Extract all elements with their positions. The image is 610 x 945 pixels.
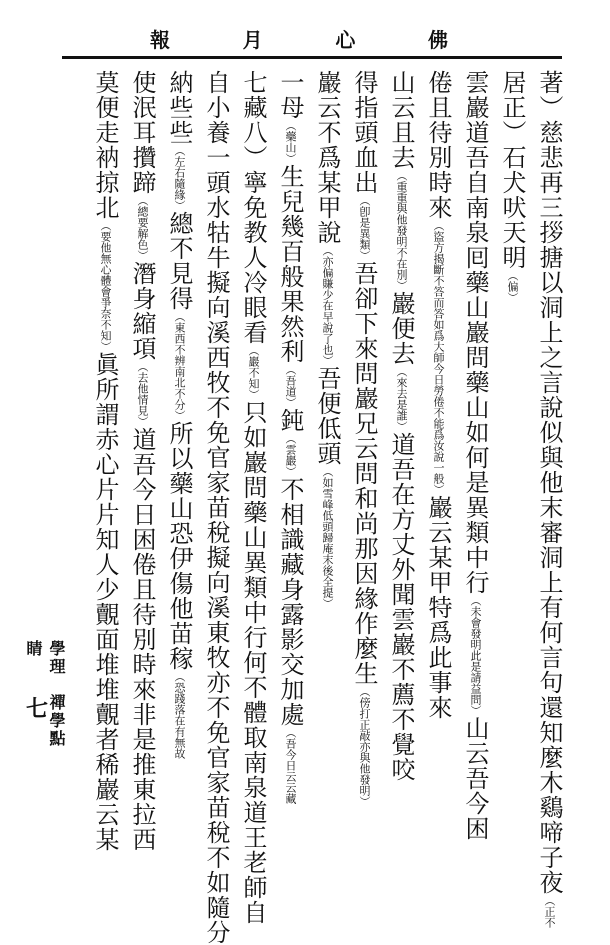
- text-column: 雲巖道吾自南泉囘藥山巖問藥山如何是異類中行（未會發明此是請益問）山云吾今困: [461, 70, 489, 841]
- text-column: 居正）石犬吠天明（偏）: [498, 70, 526, 303]
- text-column: 巖云不爲某甲說（亦偏賺少在早說了也）吾便低頭（如雪峰低頭歸庵末後全提）: [313, 70, 341, 609]
- text-column: 倦且待別時來（盜方揭斷不答而答如爲大師今日勞倦不能爲汝說一般）巖云某甲特爲此事來: [424, 70, 452, 720]
- text-column: 著）慈悲再三拶搪以洞上之言說似與他末審洞上有何言句還知麼木鷄啼子夜（正不: [535, 70, 563, 928]
- text-column: 得指頭血出（卽是異類）吾卻下來問巖兄云問和尚那因緣作麼生（傍打正敲亦與他發明）: [350, 70, 378, 807]
- header-char: 報: [150, 27, 172, 52]
- header-char: 佛: [427, 27, 450, 52]
- header-rule: [62, 56, 562, 59]
- section-title: 學理 禪學點睛: [24, 640, 66, 748]
- header-char: 心: [335, 27, 358, 52]
- running-header: [150, 26, 450, 50]
- text-column: 一母（藥山）生兒幾百般果然利（吾道）鈍（雲巖）不相識藏身露影交加處（吾今日云云藏: [276, 70, 304, 804]
- text-column: 莫便走衲掠北（要他無心體會爭奈不知）眞所謂赤心片片知人少覿面堆堆覿者稀巖云某: [91, 70, 119, 852]
- text-column: 七藏八）寧免教人冷眼看（巖不知）只如巖問藥山異類中行何不體取南泉道王老師自: [239, 70, 267, 925]
- text-column: 自小養一頭水牯牛擬向溪西牧不免官家苗稅擬向溪東牧亦不免官家苗稅不如隨分: [202, 70, 230, 945]
- page-number: 七: [26, 696, 49, 722]
- text-column: 山云且去（重重與他發明不在別）巖便去（來去是誰）道吾在方丈外聞雲巖不薦不覺咬: [387, 70, 415, 782]
- header-char: 月: [242, 27, 265, 52]
- text-column: 使泯耳攢蹄（總要解色）潛身縮項（去他情見）道吾今日困倦且待別時來非是推東拉西: [128, 70, 156, 852]
- text-column: 納些些（左右隨緣）總不見得（東西不辨南北不分）所以藥山恐伊傷他苗稼（恐踐落在有無故: [165, 70, 193, 759]
